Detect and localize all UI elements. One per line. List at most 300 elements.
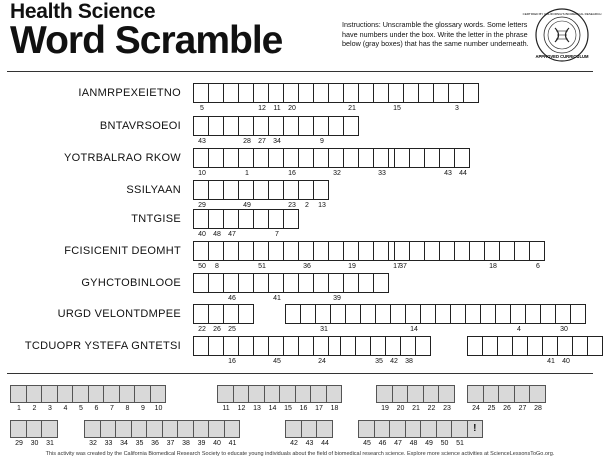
phrase-number: 51 <box>456 440 464 447</box>
letter-box[interactable] <box>373 148 389 177</box>
letter-number: 18 <box>489 263 497 270</box>
letter-box[interactable] <box>510 304 526 333</box>
answer-word-group <box>193 116 358 145</box>
letter-box[interactable] <box>328 273 344 302</box>
letter-number: 1 <box>245 170 249 177</box>
phrase-letter-box[interactable] <box>358 420 375 447</box>
letter-box[interactable] <box>193 304 209 333</box>
letter-number: 50 <box>198 263 206 270</box>
letter-box[interactable] <box>328 148 344 177</box>
answer-word-group <box>193 180 328 209</box>
phrase-number: 42 <box>290 440 298 447</box>
letter-box[interactable] <box>358 83 374 103</box>
letter-box[interactable] <box>298 180 314 209</box>
letter-number: 39 <box>333 295 341 302</box>
letter-number: 10 <box>198 170 206 177</box>
letter-box[interactable] <box>469 241 485 261</box>
letter-box[interactable] <box>238 116 254 145</box>
letter-box[interactable] <box>343 148 359 168</box>
letter-number: 26 <box>213 326 221 333</box>
letter-box[interactable] <box>360 304 376 324</box>
letter-box[interactable] <box>238 180 254 209</box>
letter-box[interactable] <box>340 336 356 356</box>
letter-box[interactable] <box>439 148 455 177</box>
letter-box[interactable] <box>313 116 329 145</box>
letter-box[interactable] <box>283 273 299 293</box>
letter-box[interactable] <box>238 336 254 356</box>
phrase-word-group <box>10 385 165 412</box>
phrase-number: 45 <box>363 440 371 447</box>
phrase-letter-box[interactable] <box>310 385 327 412</box>
letter-number: 48 <box>213 231 221 238</box>
phrase-punctuation-box[interactable] <box>467 420 484 438</box>
letter-box[interactable] <box>313 241 329 261</box>
phrase-number: 18 <box>330 405 339 412</box>
letter-box[interactable] <box>424 241 440 261</box>
phrase-letter-box[interactable] <box>208 420 225 447</box>
scrambled-word: TNTGISE <box>131 213 181 225</box>
letter-box[interactable] <box>409 241 425 261</box>
letter-box[interactable] <box>223 148 239 168</box>
phrase-letter-box[interactable] <box>26 420 43 447</box>
letter-box[interactable] <box>570 304 586 324</box>
letter-box[interactable] <box>343 241 359 270</box>
phrase-letter-box[interactable] <box>41 385 58 412</box>
phrase-letter-box[interactable] <box>100 420 117 447</box>
letter-box[interactable] <box>238 304 254 324</box>
phrase-number: 33 <box>104 440 113 447</box>
phrase-letter-box[interactable] <box>41 420 58 447</box>
letter-box[interactable] <box>373 273 389 293</box>
phrase-letter-box[interactable] <box>295 385 312 412</box>
letter-box[interactable] <box>330 304 346 324</box>
letter-box[interactable] <box>400 336 416 365</box>
letter-box[interactable] <box>370 336 386 365</box>
phrase-letter-box[interactable] <box>115 420 132 447</box>
phrase-letter-box[interactable] <box>162 420 179 447</box>
phrase-letter-box[interactable] <box>392 385 409 412</box>
phrase-number: 47 <box>394 440 402 447</box>
letter-box[interactable] <box>298 116 314 136</box>
phrase-letter-box[interactable] <box>57 385 74 412</box>
letter-box[interactable] <box>540 304 556 324</box>
phrase-number: 4 <box>63 405 68 412</box>
title-line1: Health Science <box>10 0 156 23</box>
letter-box[interactable] <box>405 304 421 333</box>
letter-number: 16 <box>228 358 236 365</box>
letter-box[interactable] <box>385 336 401 365</box>
letter-box[interactable] <box>238 148 254 177</box>
phrase-number: 49 <box>425 440 433 447</box>
letter-box[interactable] <box>343 273 359 293</box>
seal-logo <box>522 8 602 62</box>
letter-box[interactable] <box>223 83 239 103</box>
phrase-letter-box[interactable] <box>146 420 163 447</box>
letter-box[interactable] <box>253 180 269 200</box>
letter-box[interactable] <box>450 304 466 324</box>
phrase-number: 14 <box>268 405 277 412</box>
letter-box[interactable] <box>480 304 496 324</box>
phrase-letter-box[interactable] <box>88 385 105 412</box>
phrase-number: 11 <box>222 405 230 412</box>
phrase-number: 41 <box>228 440 237 447</box>
scrambled-word: TCDUOPR YSTEFA GNTETSI <box>24 340 181 352</box>
phrase-number: 30 <box>30 440 39 447</box>
letter-box[interactable] <box>484 241 500 270</box>
letter-box[interactable] <box>208 304 224 333</box>
phrase-letter-box[interactable] <box>326 385 343 412</box>
letter-number: 40 <box>562 358 570 365</box>
letter-box[interactable] <box>238 83 254 103</box>
phrase-letter-box[interactable] <box>279 385 296 412</box>
footer-note: This activity was created by the California Biomedical Research Society to educate young individuals about the field of biomedical research science. Explore more science activities at ScienceLessonsToGo.org. <box>45 451 555 457</box>
phrase-letter-box[interactable] <box>438 385 455 412</box>
letter-box[interactable] <box>313 83 329 103</box>
letter-box[interactable] <box>454 241 470 261</box>
phrase-number: 48 <box>409 440 418 447</box>
phrase-number: 36 <box>151 440 159 447</box>
letter-number: 38 <box>405 358 413 365</box>
letter-box[interactable] <box>208 273 224 293</box>
phrase-letter-box[interactable] <box>529 385 546 412</box>
letter-box[interactable] <box>283 180 299 209</box>
phrase-number: 29 <box>15 440 23 447</box>
letter-box[interactable] <box>495 304 511 324</box>
scrambled-word: IANMRPEXEIETNO <box>78 87 181 99</box>
phrase-number: 44 <box>321 440 329 447</box>
phrase-number: 43 <box>305 440 314 447</box>
letter-box[interactable] <box>375 304 391 324</box>
letter-number: 31 <box>320 326 328 333</box>
letter-box[interactable] <box>394 148 410 168</box>
phrase-number: 10 <box>154 405 163 412</box>
letter-box[interactable] <box>268 83 284 112</box>
letter-box[interactable] <box>525 304 541 324</box>
letter-box[interactable] <box>572 336 588 356</box>
phrase-number: 35 <box>135 440 144 447</box>
phrase-letter-box[interactable] <box>248 385 265 412</box>
letter-number: 34 <box>273 138 281 145</box>
phrase-number: 24 <box>472 405 480 412</box>
letter-box[interactable] <box>223 241 239 261</box>
letter-box[interactable] <box>557 336 573 365</box>
answer-word-group <box>285 304 585 333</box>
letter-box[interactable] <box>482 336 498 356</box>
phrase-number: 31 <box>46 440 54 447</box>
letter-box[interactable] <box>193 180 209 209</box>
letter-box[interactable] <box>283 148 299 177</box>
letter-box[interactable] <box>373 241 389 261</box>
letter-box[interactable] <box>253 336 269 356</box>
letter-number: 42 <box>390 358 398 365</box>
phrase-letter-box[interactable] <box>10 385 27 412</box>
letter-box[interactable] <box>388 83 404 112</box>
letter-box[interactable] <box>238 209 254 229</box>
letter-box[interactable] <box>283 83 299 112</box>
letter-box[interactable] <box>208 116 224 136</box>
letter-box[interactable] <box>465 304 481 324</box>
letter-box[interactable] <box>439 241 455 261</box>
phrase-number: 28 <box>534 405 542 412</box>
letter-box[interactable] <box>512 336 528 356</box>
letter-box[interactable] <box>298 336 314 356</box>
letter-number: 46 <box>228 295 236 302</box>
phrase-letter-box[interactable] <box>389 420 406 447</box>
letter-number: 43 <box>444 170 452 177</box>
phrase-number: 50 <box>440 440 449 447</box>
letter-box[interactable] <box>298 273 314 293</box>
phrase-number: 23 <box>443 405 451 412</box>
letter-box[interactable] <box>298 83 314 103</box>
answer-word-group <box>193 148 403 177</box>
letter-number: 16 <box>288 170 296 177</box>
letter-number: 2 <box>305 202 309 209</box>
scrambled-word: GYHCTOBINLOOE <box>81 277 181 289</box>
letter-box[interactable] <box>285 304 301 324</box>
letter-box[interactable] <box>253 83 269 112</box>
phrase-number: 13 <box>253 405 261 412</box>
letter-box[interactable] <box>283 336 299 356</box>
letter-number: 29 <box>198 202 206 209</box>
letter-box[interactable] <box>268 116 284 145</box>
letter-box[interactable] <box>223 180 239 200</box>
phrase-letter-box[interactable] <box>233 385 250 412</box>
letter-box[interactable] <box>208 241 224 270</box>
phrase-word-group <box>217 385 341 412</box>
phrase-letter-box[interactable] <box>119 385 136 412</box>
phrase-letter-box[interactable] <box>285 420 302 447</box>
scrambled-word: YOTRBALRAO RKOW <box>64 152 181 164</box>
scrambled-word: SSILYAAN <box>126 184 181 196</box>
phrase-letter-box[interactable] <box>26 385 43 412</box>
letter-box[interactable] <box>343 116 359 136</box>
letter-box[interactable] <box>448 83 464 112</box>
letter-box[interactable] <box>343 83 359 112</box>
letter-box[interactable] <box>328 83 344 103</box>
letter-box[interactable] <box>454 148 470 177</box>
letter-number: 22 <box>198 326 206 333</box>
phrase-word-group <box>10 420 57 447</box>
letter-box[interactable] <box>420 304 436 324</box>
letter-box[interactable] <box>223 273 239 302</box>
letter-box[interactable] <box>268 273 284 302</box>
letter-number: 19 <box>348 263 356 270</box>
letter-box[interactable] <box>390 304 406 324</box>
letter-box[interactable] <box>193 273 209 293</box>
letter-box[interactable] <box>193 83 209 112</box>
phrase-letter-box[interactable] <box>177 420 194 447</box>
letter-number: 35 <box>375 358 383 365</box>
letter-box[interactable] <box>298 148 314 168</box>
letter-box[interactable] <box>328 116 344 136</box>
phrase-letter-box[interactable] <box>514 385 531 412</box>
phrase-number: 9 <box>141 405 145 412</box>
divider-bottom <box>7 373 593 374</box>
letter-box[interactable] <box>542 336 558 365</box>
letter-number: 28 <box>243 138 251 145</box>
phrase-letter-box[interactable] <box>103 385 120 412</box>
phrase-letter-box[interactable] <box>301 420 318 447</box>
letter-number: 17 <box>393 263 401 270</box>
letter-number: 12 <box>258 105 266 112</box>
phrase-letter-box[interactable] <box>436 420 453 447</box>
letter-box[interactable] <box>268 148 284 168</box>
phrase-number: 32 <box>89 440 97 447</box>
letter-number: 49 <box>243 202 251 209</box>
phrase-number: 19 <box>381 405 389 412</box>
letter-box[interactable] <box>193 241 209 270</box>
letter-box[interactable] <box>283 116 299 136</box>
letter-box[interactable] <box>467 336 483 356</box>
letter-box[interactable] <box>283 241 299 261</box>
letter-number: 41 <box>547 358 555 365</box>
letter-box[interactable] <box>315 304 331 333</box>
letter-box[interactable] <box>193 116 209 145</box>
answer-word-group <box>193 273 388 302</box>
letter-box[interactable] <box>313 148 329 168</box>
letter-box[interactable] <box>223 336 239 365</box>
phrase-letter-box[interactable] <box>405 420 422 447</box>
letter-box[interactable] <box>555 304 571 333</box>
letter-box[interactable] <box>208 148 224 168</box>
phrase-number: 7 <box>110 405 114 412</box>
phrase-letter-box[interactable] <box>374 420 391 447</box>
letter-number: 14 <box>410 326 418 333</box>
phrase-letter-box[interactable] <box>316 420 333 447</box>
letter-box[interactable] <box>253 116 269 145</box>
phrase-letter-box[interactable] <box>10 420 27 447</box>
letter-box[interactable] <box>208 336 224 356</box>
phrase-letter-box[interactable] <box>376 385 393 412</box>
letter-box[interactable] <box>529 241 545 270</box>
phrase-number: 37 <box>166 440 175 447</box>
phrase-letter-box[interactable] <box>217 385 234 412</box>
letter-box[interactable] <box>514 241 530 261</box>
phrase-letter-box[interactable] <box>72 385 89 412</box>
letter-box[interactable] <box>283 209 299 229</box>
letter-box[interactable] <box>497 336 513 356</box>
letter-number: 43 <box>198 138 206 145</box>
letter-number: 27 <box>258 138 266 145</box>
phrase-letter-box[interactable] <box>467 385 484 412</box>
letter-box[interactable] <box>424 148 440 168</box>
letter-box[interactable] <box>253 209 269 229</box>
letter-box[interactable] <box>268 241 284 261</box>
letter-box[interactable] <box>527 336 543 356</box>
letter-box[interactable] <box>208 209 224 238</box>
letter-box[interactable] <box>268 336 284 365</box>
phrase-letter-box[interactable] <box>420 420 437 447</box>
letter-number: 51 <box>258 263 266 270</box>
letter-box[interactable] <box>435 304 451 324</box>
letter-box[interactable] <box>355 336 371 356</box>
letter-box[interactable] <box>328 241 344 261</box>
letter-box[interactable] <box>238 241 254 261</box>
letter-box[interactable] <box>300 304 316 324</box>
letter-box[interactable] <box>298 241 314 270</box>
page-title: Word Scramble <box>10 19 283 62</box>
answer-word-group <box>467 336 602 365</box>
letter-number: 13 <box>318 202 326 209</box>
letter-box[interactable] <box>253 241 269 270</box>
letter-box[interactable] <box>208 180 224 200</box>
letter-box[interactable] <box>463 83 479 103</box>
letter-box[interactable] <box>253 273 269 293</box>
letter-box[interactable] <box>313 180 329 209</box>
answer-word-group <box>340 336 430 365</box>
letter-box[interactable] <box>358 273 374 293</box>
phrase-number: 27 <box>518 405 527 412</box>
phrase-letter-box[interactable] <box>150 385 167 412</box>
phrase-letter-box[interactable] <box>134 385 151 412</box>
answer-word-group <box>394 148 469 177</box>
phrase-letter-box[interactable] <box>131 420 148 447</box>
letter-number: 9 <box>320 138 324 145</box>
letter-box[interactable] <box>223 304 239 333</box>
phrase-number: 20 <box>396 405 405 412</box>
letter-box[interactable] <box>373 83 389 103</box>
letter-box[interactable] <box>433 83 449 103</box>
phrase-number: 22 <box>427 405 436 412</box>
letter-box[interactable] <box>193 336 209 356</box>
phrase-letter-box[interactable] <box>498 385 515 412</box>
letter-box[interactable] <box>238 273 254 293</box>
letter-box[interactable] <box>313 336 329 365</box>
letter-box[interactable] <box>587 336 603 356</box>
letter-box[interactable] <box>418 83 434 103</box>
letter-box[interactable] <box>415 336 431 356</box>
letter-box[interactable] <box>208 83 224 103</box>
phrase-number: 46 <box>378 440 387 447</box>
scrambled-word: URGD VELONTDMPEE <box>57 308 181 320</box>
letter-number: 3 <box>455 105 459 112</box>
phrase-letter-box[interactable] <box>423 385 440 412</box>
letter-box[interactable] <box>313 273 329 293</box>
letter-box[interactable] <box>358 241 374 261</box>
phrase-letter-box[interactable] <box>84 420 101 447</box>
letter-box[interactable] <box>499 241 515 261</box>
phrase-letter-box[interactable] <box>451 420 468 447</box>
letter-box[interactable] <box>409 148 425 168</box>
scrambled-word: BNTAVRSOEOI <box>99 120 181 132</box>
letter-box[interactable] <box>223 209 239 238</box>
phrase-word-group <box>467 385 545 412</box>
letter-box[interactable] <box>268 209 284 238</box>
letter-box[interactable] <box>193 209 209 238</box>
letter-number: 30 <box>560 326 568 333</box>
letter-box[interactable] <box>193 148 209 177</box>
letter-number: 36 <box>303 263 311 270</box>
letter-box[interactable] <box>268 180 284 200</box>
divider-top <box>7 71 593 72</box>
letter-box[interactable] <box>345 304 361 324</box>
letter-box[interactable] <box>253 148 269 168</box>
phrase-letter-box[interactable] <box>483 385 500 412</box>
letter-box[interactable] <box>358 148 374 168</box>
phrase-number: 6 <box>94 405 99 412</box>
letter-number: 45 <box>273 358 281 365</box>
phrase-letter-box[interactable] <box>264 385 281 412</box>
letter-number: 44 <box>459 170 467 177</box>
letter-number: 25 <box>228 326 236 333</box>
phrase-number: 16 <box>299 405 308 412</box>
phrase-letter-box[interactable] <box>407 385 424 412</box>
phrase-letter-box[interactable] <box>193 420 210 447</box>
letter-number: 6 <box>536 263 540 270</box>
phrase-letter-box[interactable] <box>224 420 241 447</box>
letter-box[interactable] <box>223 116 239 136</box>
letter-box[interactable] <box>403 83 419 103</box>
